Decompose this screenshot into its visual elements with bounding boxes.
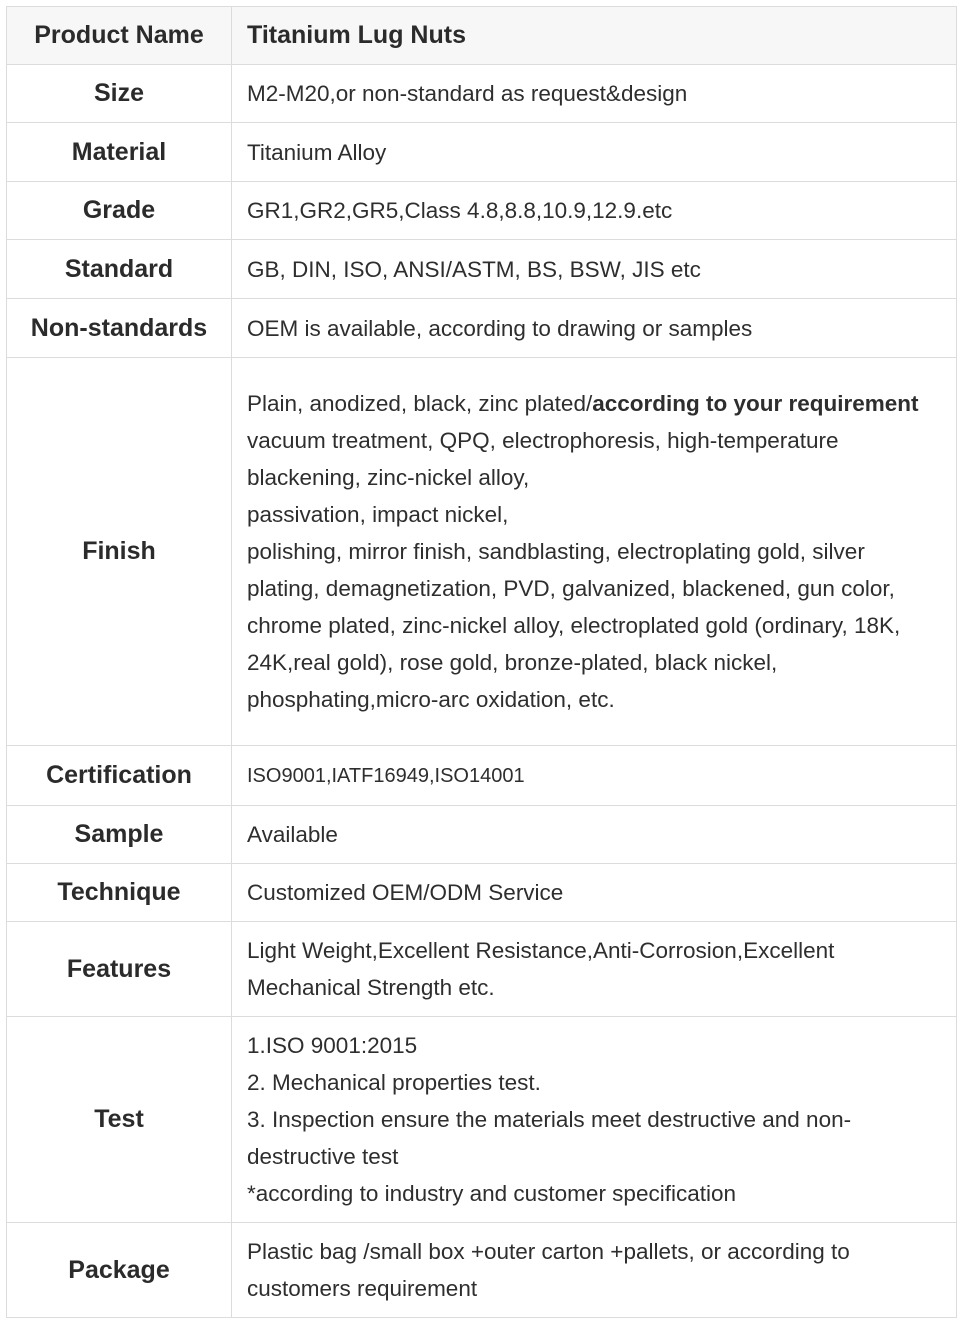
row-label: Product Name xyxy=(7,7,232,65)
certification-value: ISO9001,IATF16949,ISO14001 xyxy=(247,765,525,787)
table-row-finish xyxy=(7,358,957,746)
table-row-certification xyxy=(7,746,957,806)
row-label: Standard xyxy=(7,240,232,299)
row-value: Available xyxy=(232,806,957,864)
row-value: GR1,GR2,GR5,Class 4.8,8.8,10.9,12.9.etc xyxy=(232,182,957,240)
row-label: Features xyxy=(7,922,232,1017)
row-value: Light Weight,Excellent Resistance,Anti-Corrosion,Excellent Mechanical Strength etc. xyxy=(232,922,957,1017)
table-row-product-name xyxy=(7,7,957,65)
row-label: Grade xyxy=(7,182,232,240)
finish-line: vacuum treatment, QPQ, electrophoresis, high-temperature blackening, zinc-nickel alloy, xyxy=(247,428,839,490)
row-label: Test xyxy=(7,1017,232,1223)
row-label: Material xyxy=(7,123,232,182)
table-row-standard xyxy=(7,240,957,299)
row-value: Plastic bag /small box +outer carton +pallets, or according to customers requirement xyxy=(232,1223,957,1318)
table-row-material xyxy=(7,123,957,182)
row-label: Sample xyxy=(7,806,232,864)
row-value xyxy=(232,746,957,806)
table-row-technique xyxy=(7,864,957,922)
row-value: Customized OEM/ODM Service xyxy=(232,864,957,922)
test-line: 2. Mechanical properties test. xyxy=(247,1070,541,1095)
finish-intro xyxy=(247,385,942,422)
table-row-sample xyxy=(7,806,957,864)
table-row-grade xyxy=(7,182,957,240)
row-value: Titanium Alloy xyxy=(232,123,957,182)
test-line: *according to industry and customer specification xyxy=(247,1181,737,1206)
row-label: Non-standards xyxy=(7,299,232,358)
row-value: Titanium Lug Nuts xyxy=(232,7,957,65)
spec-table xyxy=(6,6,957,1318)
test-line: 3. Inspection ensure the materials meet destructive and non-destructive test xyxy=(247,1107,852,1169)
test-line: 1.ISO 9001:2015 xyxy=(247,1033,418,1058)
finish-intro-bold: according to your requirement xyxy=(592,391,919,416)
table-row-package xyxy=(7,1223,957,1318)
row-value-finish xyxy=(232,358,957,746)
row-label: Size xyxy=(7,65,232,123)
table-row-features xyxy=(7,922,957,1017)
row-label: Technique xyxy=(7,864,232,922)
row-value: GB, DIN, ISO, ANSI/ASTM, BS, BSW, JIS etc xyxy=(232,240,957,299)
row-label: Certification xyxy=(7,746,232,806)
row-value: OEM is available, according to drawing or samples xyxy=(232,299,957,358)
row-value-test xyxy=(232,1017,957,1223)
row-label: Package xyxy=(7,1223,232,1318)
table-row-size xyxy=(7,65,957,123)
table-row-test xyxy=(7,1017,957,1223)
table-row-non-standards xyxy=(7,299,957,358)
finish-intro-text: Plain, anodized, black, zinc plated/ xyxy=(247,391,593,416)
row-label: Finish xyxy=(7,358,232,746)
finish-line: passivation, impact nickel, xyxy=(247,502,509,527)
row-value: M2-M20,or non-standard as request&design xyxy=(232,65,957,123)
finish-line: polishing, mirror finish, sandblasting, electroplating gold, silver plating, demagnetization, PVD, galvanized, blackened, gun color, chrome plated, zinc-nickel alloy, electroplated gold (ordinary, 18K, 24K,real gold), rose gold, bronze-plated, black nickel, phosphating,micro-arc oxidation, etc. xyxy=(247,539,901,712)
